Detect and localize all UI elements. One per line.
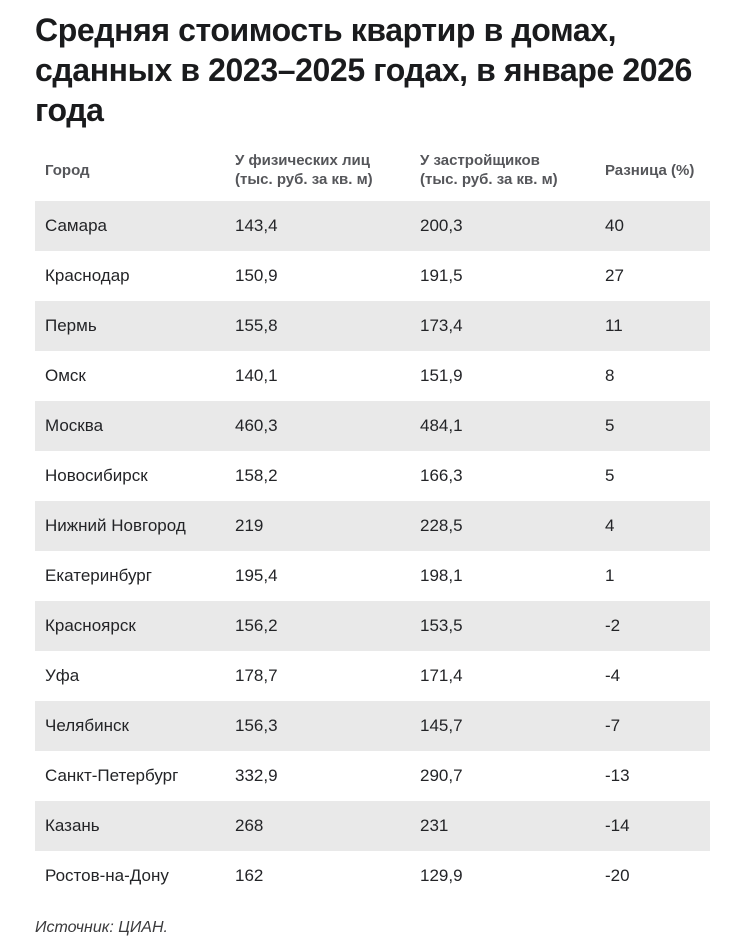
individuals-cell: 268 [235, 816, 264, 835]
column-header-diff [595, 161, 710, 180]
diff-cell: 40 [605, 216, 624, 235]
city-cell: Ростов-на-Дону [45, 866, 169, 885]
table-row [35, 651, 710, 701]
column-header-developers-label: У застройщиков [420, 152, 540, 169]
diff-cell: 4 [605, 516, 615, 535]
city-cell: Новосибирск [45, 466, 148, 485]
developers-cell: 290,7 [420, 766, 463, 785]
table-row [35, 301, 710, 351]
city-cell: Уфа [45, 666, 80, 685]
individuals-cell: 178,7 [235, 666, 278, 685]
diff-cell: -20 [605, 866, 630, 885]
developers-cell: 198,1 [420, 566, 463, 585]
diff-cell: 11 [605, 316, 623, 335]
city-cell: Москва [45, 416, 104, 435]
individuals-cell: 460,3 [235, 416, 278, 435]
individuals-cell: 143,4 [235, 216, 278, 235]
developers-cell: 200,3 [420, 216, 463, 235]
city-cell: Санкт-Петербург [45, 766, 179, 785]
developers-cell: 129,9 [420, 866, 463, 885]
diff-cell: 8 [605, 366, 615, 385]
table-row [35, 251, 710, 301]
developers-cell: 231 [420, 816, 449, 835]
page-title-line-2: сданных в 2023–2025 годах, в январе 2026 [35, 52, 692, 88]
developers-cell: 153,5 [420, 616, 463, 635]
developers-cell: 166,3 [420, 466, 463, 485]
table-row [35, 351, 710, 401]
page-title-line-3: года [35, 92, 104, 128]
table-row [35, 601, 710, 651]
page-title-line-1: Средняя стоимость квартир в домах, [35, 12, 617, 48]
city-cell: Краснодар [45, 266, 130, 285]
developers-cell: 228,5 [420, 516, 463, 535]
individuals-cell: 162 [235, 866, 264, 885]
table-row [35, 501, 710, 551]
city-cell: Казань [45, 816, 100, 835]
individuals-cell: 150,9 [235, 266, 278, 285]
diff-cell: -2 [605, 616, 621, 635]
table-row [35, 751, 710, 801]
table-row [35, 401, 710, 451]
table-body [35, 201, 710, 901]
city-cell: Самара [45, 216, 107, 235]
individuals-cell: 219 [235, 516, 264, 535]
individuals-cell: 195,4 [235, 566, 278, 585]
source-note: Источник: ЦИАН. [35, 919, 168, 936]
table-row [35, 701, 710, 751]
individuals-cell: 155,8 [235, 316, 278, 335]
individuals-cell: 156,2 [235, 616, 278, 635]
diff-cell: -13 [605, 766, 630, 785]
diff-cell: -4 [605, 666, 621, 685]
individuals-cell: 156,3 [235, 716, 278, 735]
column-header-developers-sublabel: (тыс. руб. за кв. м) [420, 171, 558, 188]
table-row [35, 801, 710, 851]
developers-cell: 151,9 [420, 366, 463, 385]
developers-cell: 171,4 [420, 666, 463, 685]
individuals-cell: 140,1 [235, 366, 278, 385]
page-title [35, 10, 710, 130]
diff-cell: 27 [605, 266, 624, 285]
individuals-cell: 332,9 [235, 766, 278, 785]
city-cell: Челябинск [45, 716, 129, 735]
developers-cell: 145,7 [420, 716, 463, 735]
city-cell: Омск [45, 366, 86, 385]
city-cell: Екатеринбург [45, 566, 152, 585]
diff-cell: -14 [605, 816, 630, 835]
city-cell: Нижний Новгород [45, 516, 186, 535]
column-header-diff-label: Разница (%) [605, 161, 695, 179]
column-header-individuals-sublabel: (тыс. руб. за кв. м) [235, 171, 373, 188]
column-header-individuals [225, 151, 410, 189]
column-header-city [35, 161, 225, 180]
column-header-individuals-label: У физических лиц [235, 152, 370, 169]
diff-cell: -7 [605, 716, 621, 735]
table-row [35, 851, 710, 901]
table-header-row [35, 139, 710, 201]
diff-cell: 5 [605, 466, 615, 485]
table-row [35, 201, 710, 251]
city-cell: Красноярск [45, 616, 136, 635]
diff-cell: 5 [605, 416, 615, 435]
individuals-cell: 158,2 [235, 466, 278, 485]
developers-cell: 173,4 [420, 316, 463, 335]
table-row [35, 551, 710, 601]
column-header-developers [410, 151, 595, 189]
column-header-city-label: Город [45, 161, 90, 179]
developers-cell: 191,5 [420, 266, 463, 285]
city-cell: Пермь [45, 316, 97, 335]
developers-cell: 484,1 [420, 416, 463, 435]
table-row [35, 451, 710, 501]
diff-cell: 1 [605, 566, 615, 585]
